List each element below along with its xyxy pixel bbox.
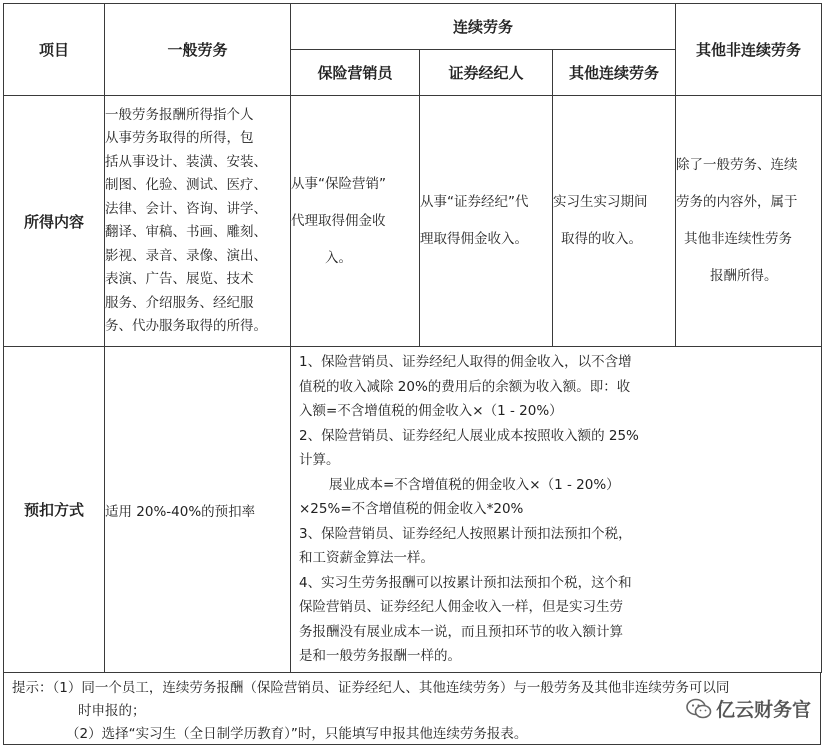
text-line: 和工资薪金算法一样。 bbox=[299, 550, 434, 567]
header-item: 项目 bbox=[4, 4, 105, 96]
text-line: 从事劳务取得的所得，包 bbox=[105, 130, 254, 146]
header-insurance-agent: 保险营销员 bbox=[291, 50, 420, 96]
withholding-general: 适用 20%-40%的预扣率 bbox=[105, 347, 291, 673]
text-line: 是和一般劳务报酬一样的。 bbox=[299, 648, 461, 665]
text-line: 翻译、审稿、书画、雕刻、 bbox=[105, 224, 267, 240]
income-securities bbox=[420, 96, 553, 347]
wechat-icon bbox=[686, 698, 712, 720]
text-line: ×25%=不含增值税的佣金收入*20% bbox=[299, 501, 524, 518]
row-label-withholding: 预扣方式 bbox=[4, 347, 105, 673]
text-line: 从事“证券经纪”代 bbox=[420, 194, 529, 210]
text-line: 表演、广告、展览、技术 bbox=[105, 271, 254, 287]
header-securities-broker: 证券经纪人 bbox=[420, 50, 553, 96]
withholding-continuous bbox=[291, 347, 822, 673]
income-other-continuous bbox=[553, 96, 676, 347]
text-line: 计算。 bbox=[299, 452, 340, 469]
header-other-continuous: 其他连续劳务 bbox=[553, 50, 676, 96]
watermark-text: 亿云财务官 bbox=[715, 699, 811, 721]
text-line: 劳务的内容外，属于 bbox=[676, 194, 798, 210]
income-general bbox=[105, 96, 291, 347]
text-line: 其他非连续性劳务 bbox=[684, 231, 793, 247]
text-line: 值税的收入减除 20%的费用后的余额为收入额。即：收 bbox=[299, 378, 631, 395]
header-general-labor: 一般劳务 bbox=[105, 4, 291, 96]
tax-table-container bbox=[3, 3, 821, 745]
text-line: 制图、化验、测试、医疗、 bbox=[105, 177, 267, 193]
labor-remuneration-table bbox=[3, 3, 822, 673]
row-label-income: 所得内容 bbox=[4, 96, 105, 347]
text-line: 代理取得佣金收 bbox=[291, 212, 386, 229]
text-line: 从事“保险营销” bbox=[291, 175, 386, 192]
note-2: （2）选择“实习生（全日制学历教育）”时，只能填写申报其他连续劳务报表。 bbox=[66, 726, 528, 742]
text-line: 影视、录音、录像、演出、 bbox=[105, 247, 267, 264]
text-line: 一般劳务报酬所得指个人 bbox=[105, 106, 254, 123]
notes-prefix: 提示： bbox=[12, 680, 53, 696]
text-line: 务报酬没有展业成本一说，而且预扣环节的收入额计算 bbox=[299, 623, 623, 640]
header-other-noncontinuous: 其他非连续劳务 bbox=[676, 4, 822, 96]
text-line: 1、保险营销员、证券经纪人取得的佣金收入，以不含增 bbox=[299, 354, 632, 371]
text-line: 实习生实习期间 bbox=[553, 194, 648, 210]
note-1-continued: 时申报的； bbox=[78, 703, 146, 719]
text-line: 4、实习生劳务报酬可以按累计预扣法预扣个税，这个和 bbox=[299, 574, 632, 591]
text-line: 入。 bbox=[325, 249, 352, 266]
text-line: 理取得佣金收入。 bbox=[420, 231, 528, 247]
text-line: 3、保险营销员、证券经纪人按照累计预扣法预扣个税， bbox=[299, 525, 632, 542]
text-line: 保险营销员、证券经纪人佣金收入一样，但是实习生劳 bbox=[299, 599, 623, 616]
income-insurance bbox=[291, 96, 420, 347]
text-line: 入额=不含增值税的佣金收入×（1 - 20%） bbox=[299, 403, 563, 420]
text-line: 展业成本=不含增值税的佣金收入×（1 - 20%） bbox=[329, 476, 620, 493]
text-line: 取得的收入。 bbox=[561, 231, 642, 247]
text-line: 括从事设计、装潢、安装、 bbox=[105, 153, 267, 170]
text-line: 除了一般劳务、连续 bbox=[676, 157, 798, 173]
income-other-noncontinuous bbox=[676, 96, 822, 347]
text-line: 服务、介绍服务、经纪服 bbox=[105, 294, 254, 311]
text-line: 法律、会计、咨询、讲学、 bbox=[105, 200, 267, 217]
header-continuous-labor: 连续劳务 bbox=[291, 4, 676, 50]
watermark bbox=[686, 695, 811, 722]
text-line: 2、保险营销员、证券经纪人展业成本按照收入额的 25% bbox=[299, 427, 639, 444]
text-line: 务、代办服务取得的所得。 bbox=[105, 318, 267, 334]
text-line: 报酬所得。 bbox=[710, 268, 778, 284]
note-1-text: （1）同一个员工，连续劳务报酬（保险营销员、证券经纪人、其他连续劳务）与一般劳务及其他非连续劳务可以同 bbox=[52, 680, 730, 696]
